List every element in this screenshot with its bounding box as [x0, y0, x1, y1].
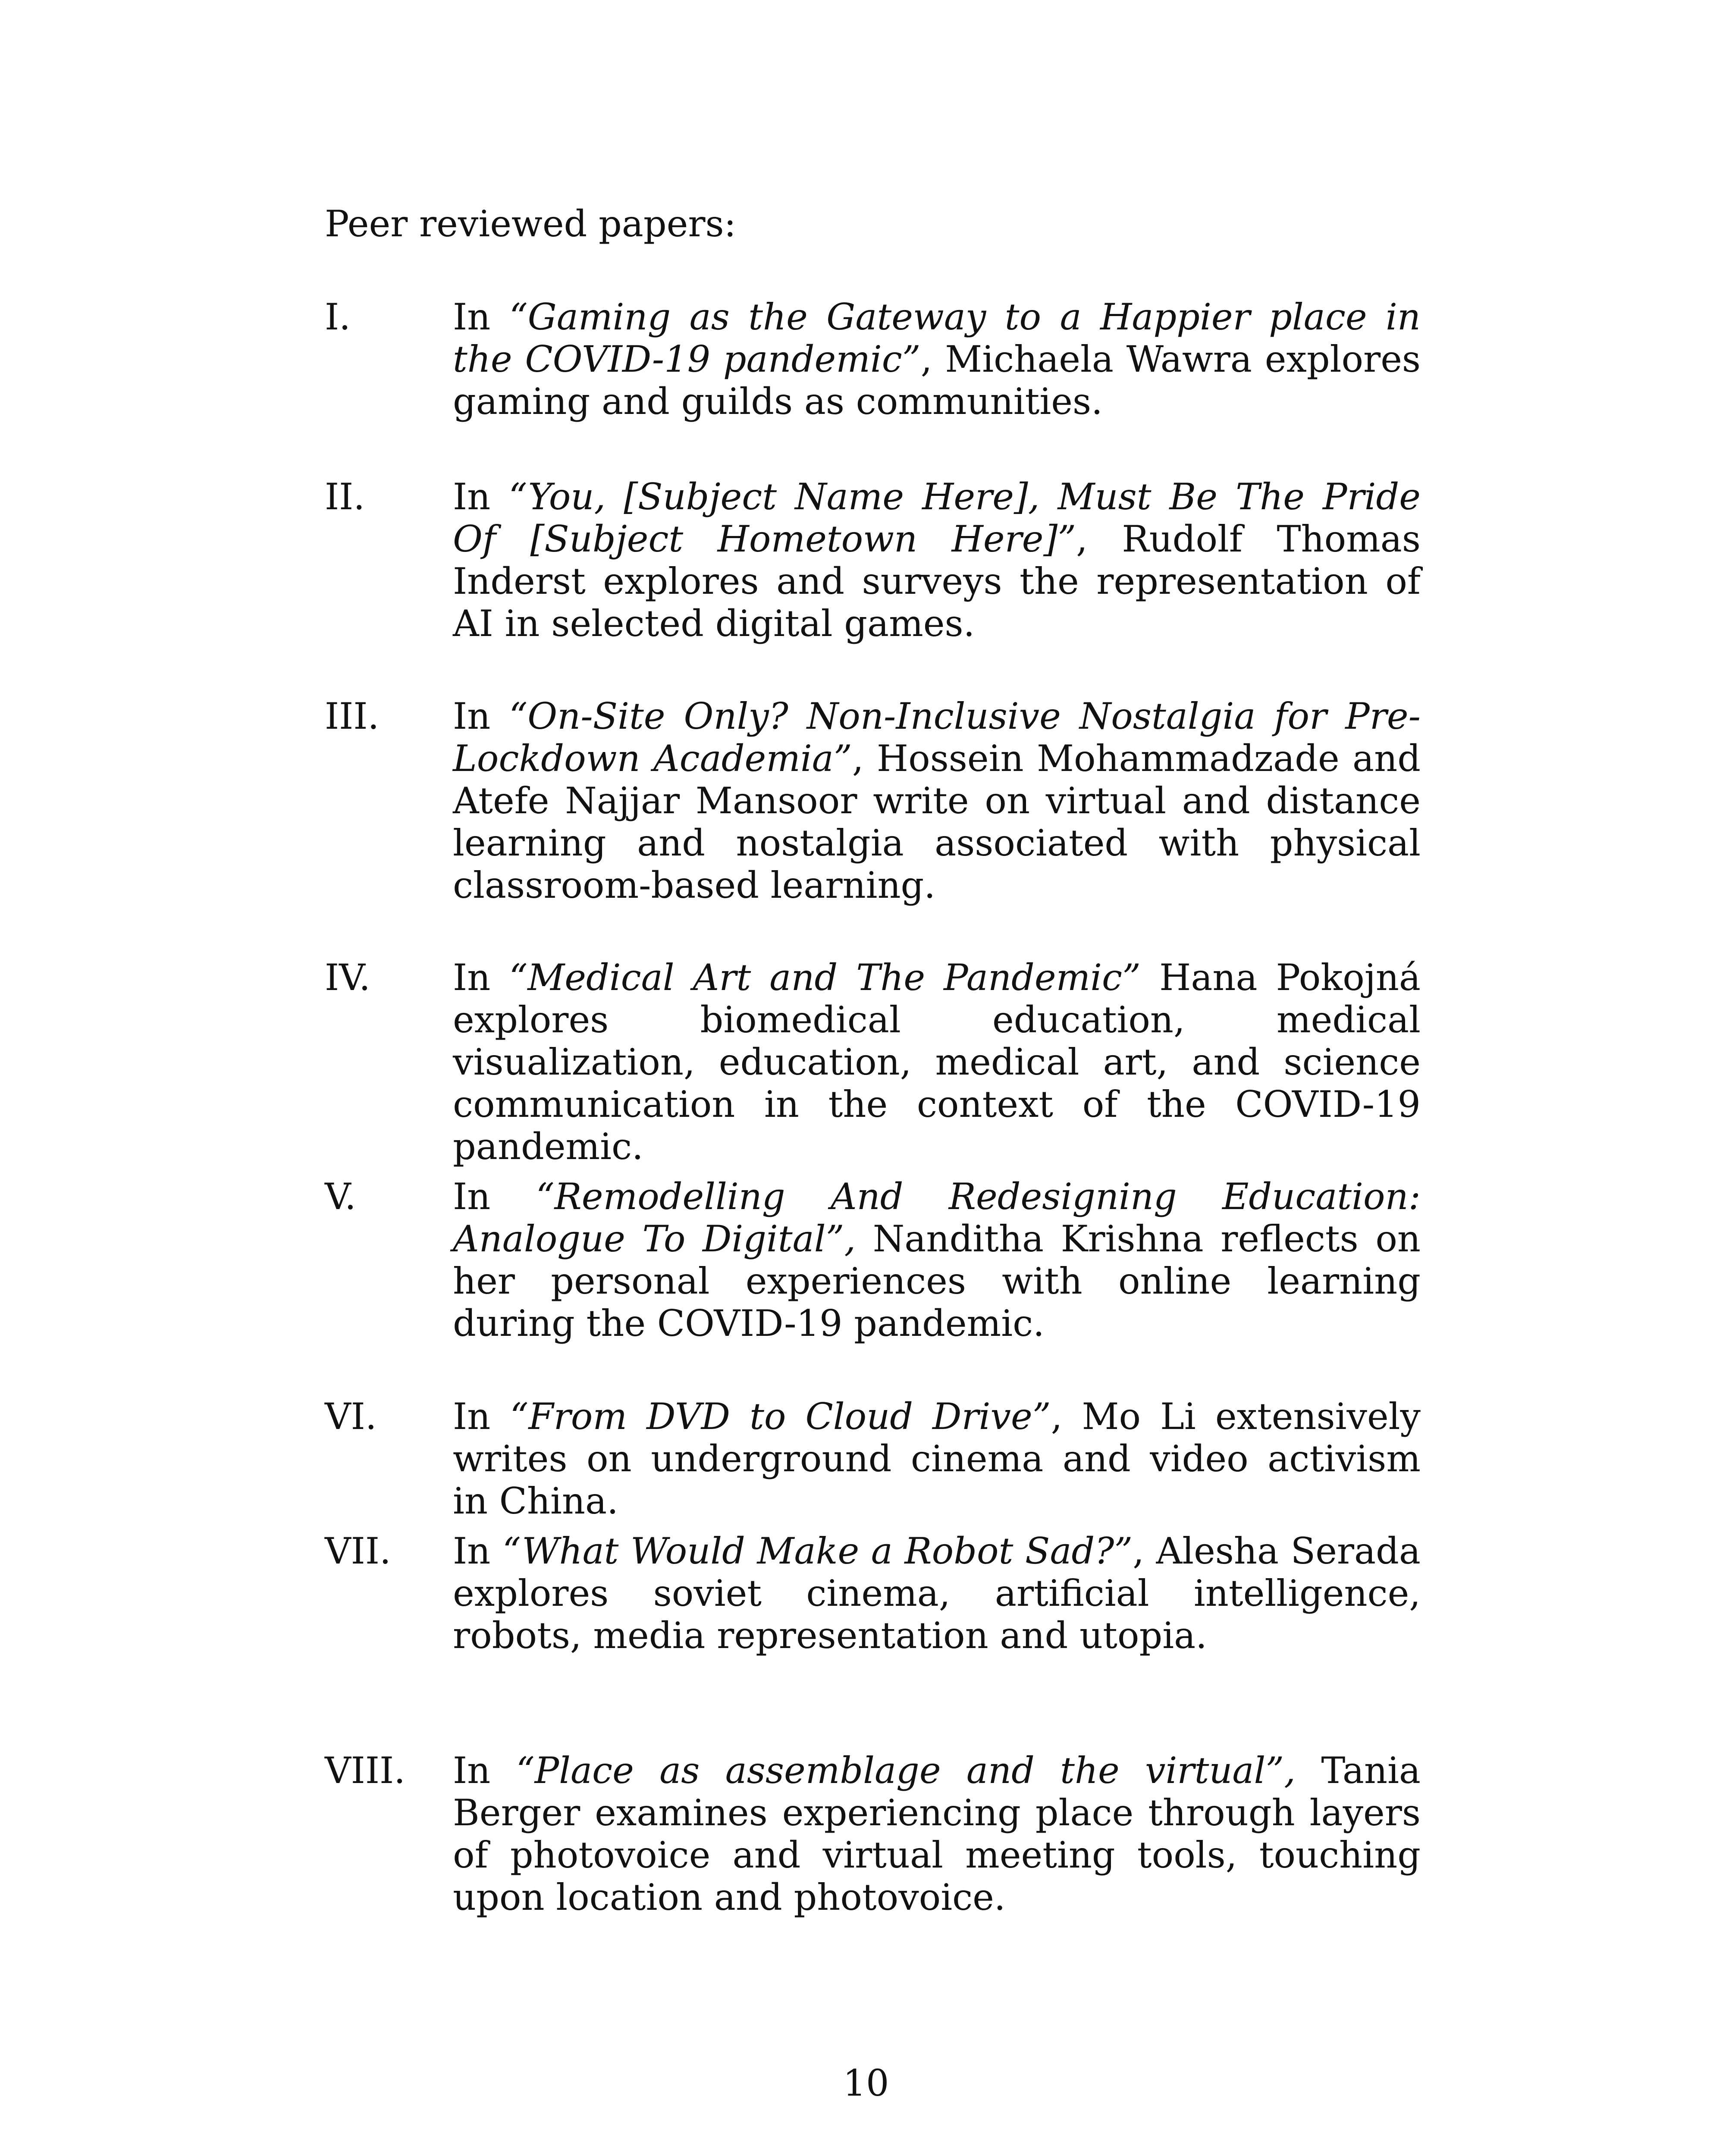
item-numeral: V. — [325, 1175, 356, 1218]
list-item — [325, 1175, 1421, 1344]
item-title: “Place as assemblage and the virtual”, — [516, 1749, 1296, 1792]
list-item — [325, 296, 1421, 423]
item-title: “You, [Subject Name Here], Must Be The Pride Of [Subject Hometown Here]” — [453, 476, 1421, 560]
item-intro: In — [453, 296, 509, 338]
item-numeral: VIII. — [325, 1749, 405, 1792]
item-title: “From DVD to Cloud Drive” — [510, 1395, 1051, 1438]
page-number: 10 — [843, 2062, 889, 2104]
item-intro: In — [453, 1395, 510, 1438]
item-description: Nanditha Krishna reflects on her personal experiences with online learning during the COVID-19 pandemic. — [453, 1218, 1421, 1344]
item-text — [453, 1175, 1421, 1344]
item-intro: In — [453, 476, 509, 518]
item-description: , Hossein Mohammadzade and Atefe Najjar Mansoor write on virtual and distance learning and nostalgia associated with physical classroom-based learning. — [453, 737, 1421, 906]
item-intro: In — [453, 956, 509, 999]
list-item — [325, 1749, 1421, 1918]
item-intro: In — [453, 1749, 516, 1792]
item-title: “What Would Make a Robot Sad?” — [502, 1530, 1133, 1572]
item-title: “Medical Art and The Pandemic” — [509, 956, 1141, 999]
item-description: Hana Pokojná explores biomedical education, medical visualization, education, medical art, and science communication in the context of the COVID-19 pandemic. — [453, 956, 1421, 1168]
item-text — [453, 1395, 1421, 1522]
item-intro: In — [453, 1530, 502, 1572]
item-intro: In — [453, 695, 509, 737]
item-title: “Remodelling And Redesigning Education: Analogue To Digital”, — [453, 1175, 1421, 1260]
item-numeral: II. — [325, 476, 365, 518]
item-title: “On-Site Only? Non-Inclusive Nostalgia for Pre-Lockdown Academia” — [453, 695, 1421, 780]
item-numeral: VII. — [325, 1530, 391, 1572]
list-item — [325, 956, 1421, 1168]
item-numeral: III. — [325, 695, 380, 737]
item-text — [453, 1530, 1421, 1657]
list-item — [325, 695, 1421, 906]
item-description: , Rudolf Thomas Inderst explores and surveys the representation of AI in selected digital games. — [453, 518, 1421, 645]
item-text — [453, 476, 1421, 645]
list-item — [325, 1530, 1421, 1657]
item-text — [453, 296, 1421, 423]
item-text — [453, 956, 1421, 1168]
section-heading: Peer reviewed papers: — [325, 203, 736, 245]
item-title: “Gaming as the Gateway to a Happier place in the COVID-19 pandemic” — [453, 296, 1421, 380]
list-item — [325, 476, 1421, 645]
item-description: , Mo Li extensively writes on underground cinema and video activism in China. — [453, 1395, 1421, 1522]
item-numeral: VI. — [325, 1395, 377, 1438]
item-description: , Michaela Wawra explores gaming and guilds as communities. — [453, 338, 1421, 423]
item-text — [453, 695, 1421, 906]
item-intro: In — [453, 1175, 536, 1218]
item-numeral: IV. — [325, 956, 370, 999]
item-description: , Alesha Serada explores soviet cinema, artificial intelligence, robots, media representation and utopia. — [453, 1530, 1421, 1657]
item-numeral: I. — [325, 296, 351, 338]
item-text — [453, 1749, 1421, 1918]
list-item — [325, 1395, 1421, 1522]
item-description: Tania Berger examines experiencing place through layers of photovoice and virtual meeting tools, touching upon location and photovoice. — [453, 1749, 1421, 1918]
